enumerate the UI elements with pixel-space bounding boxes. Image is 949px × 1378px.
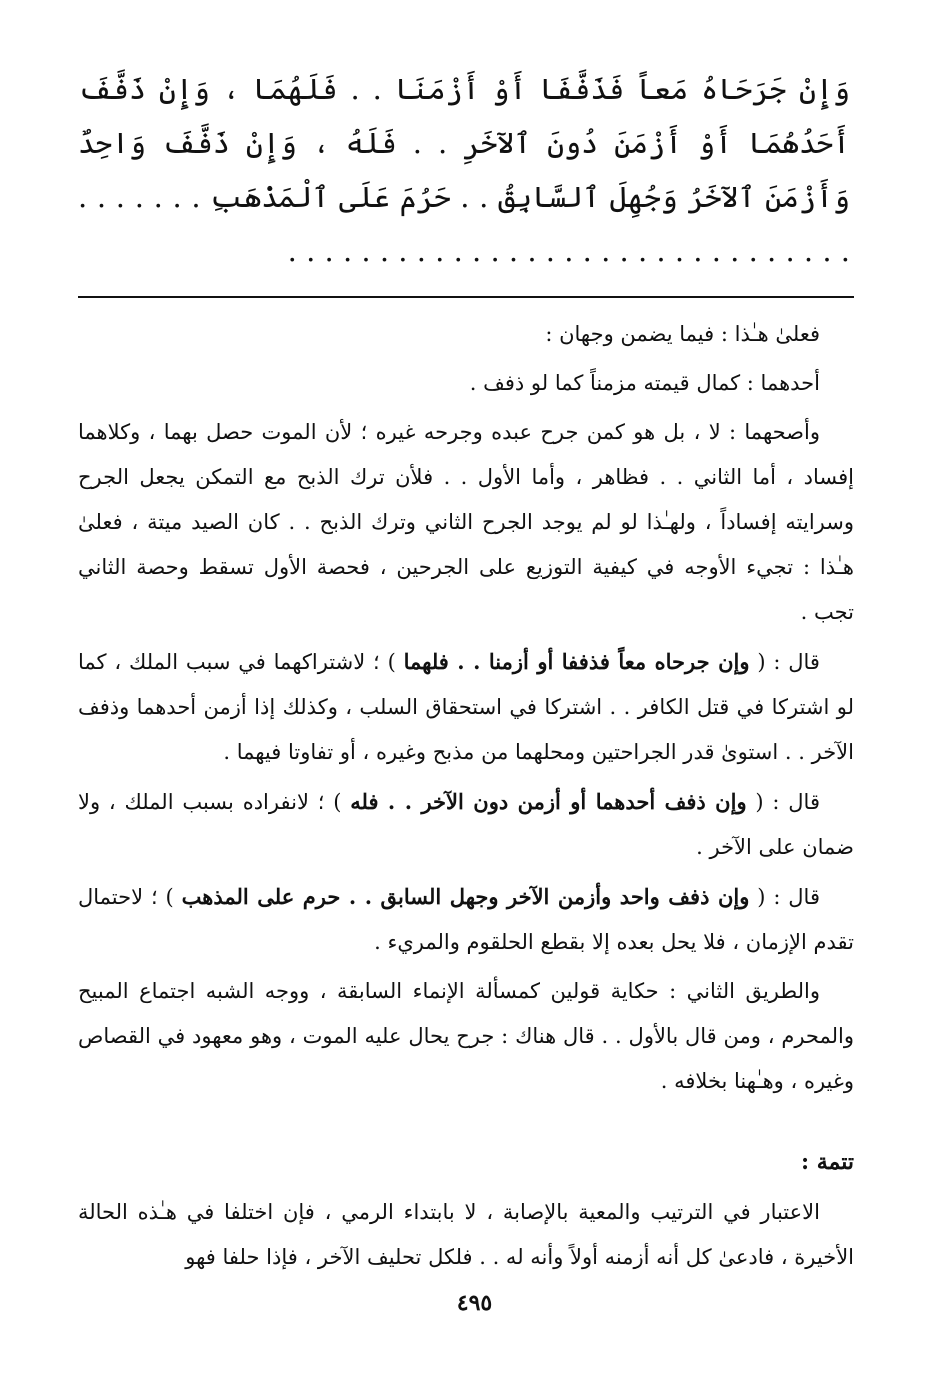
- commentary-paragraph-4: [78, 639, 854, 775]
- commentary: [78, 312, 854, 1280]
- quote-open: قال : (: [749, 885, 820, 909]
- tatimma-heading: تتمة :: [800, 1149, 854, 1175]
- quoted-matn: وإن ذفف واحد وأزمن الآخر وجهل السابق . . حرم على المذهب: [181, 884, 750, 909]
- commentary-paragraph-5: [78, 779, 854, 870]
- quote-open: قال : (: [746, 790, 820, 814]
- page-body: [78, 62, 854, 1284]
- tatimma-paragraph: الاعتبار في الترتيب والمعية بالإصابة ، لا بابتداء الرمي ، فإن اختلفا في هـٰذه الحالة الأخيرة ، فادعىٰ كل أنه أزمنه أولاً وأنه له . . فلكل تحليف الآخر ، فإذا حلفا فهو: [78, 1200, 854, 1269]
- commentary-paragraph-2: أحدهما : كمال قيمته مزمناً كما لو ذفف .: [469, 371, 820, 395]
- quote-open: قال : (: [749, 650, 820, 674]
- quoted-matn: وإن جرحاه معاً فذففا أو أزمنا . . فلهما: [403, 649, 750, 674]
- quote-rest: ) ؛ لانفراده بسبب الملك ، ولا ضمان على الآخر .: [78, 790, 854, 859]
- quoted-matn: وإن ذفف أحدهما أو أزمن دون الآخر . . فله: [350, 789, 747, 814]
- quote-rest: ) ؛ لاحتمال تقدم الإزمان ، فلا يحل بعده إلا بقطع الحلقوم والمريء .: [78, 885, 854, 954]
- separator-rule: [78, 296, 854, 298]
- page-number: ٤٩٥: [456, 1290, 493, 1316]
- commentary-paragraph-3: وأصحهما : لا ، بل هو كمن جرح عبده وجرحه غيره ؛ لأن الموت حصل بهما ، وكلاهما إفساد ، أما الثاني . . فظاهر ، وأما الأول . . فلأن ترك الذبح مع التمكن يجعل الجرح وسرايته إفساداً ، ولهـٰذا لو لم يوجد الجرح الثاني وترك الذبح . . كان الصيد ميتة ، فعلىٰ هـٰذا : تجيء الأوجه في كيفية التوزيع على الجرحين ، فحصة الأول تسقط وحصة الثاني تجب .: [78, 420, 855, 624]
- commentary-paragraph-7: والطريق الثاني : حكاية قولين كمسألة الإنماء السابقة ، ووجه الشبه اجتماع المبيح والمحرم ، ومن قال بالأول . . قال هناك : جرح يحال عليه الموت ، وهو معهود في القصاص وغيره ، وهـٰهنا بخلافه .: [78, 979, 854, 1093]
- matn-text: وَإِنْ جَرَحَاهُ مَعاً فَذَفَّفَا أَوْ أَزْمَنَا . . فَلَهُمَا ، وَإِنْ ذَفَّفَ أَحَدُهُمَا أَوْ أَزْمَنَ دُونَ ٱلآخَرِ . . فَلَهُ ، وَإِنْ ذَفَّفَ وَاحِدٌ وَأَزْمَنَ ٱلآخَرُ وَجُهِلَ ٱلسَّابِقُ . . حَرُمَ عَلَى ٱلْمَذْهَبِ . . . . . . . . . . . . . . . . . . . . . . . . . . . . . . . . . . . . . .: [78, 72, 850, 268]
- commentary-paragraph-6: [78, 874, 854, 965]
- commentary-paragraph-1: فعلىٰ هـٰذا : فيما يضمن وجهان :: [545, 322, 820, 346]
- quote-rest: ) ؛ لاشتراكهما في سبب الملك ، كما لو اشتركا في قتل الكافر . . اشتركا في استحقاق السلب ، وكذلك إذا أزمن أحدهما وذفف الآخر . . استوىٰ قدر الجراحتين ومحلهما من مذبح وغيره ، أو تفاوتا فيهما .: [78, 650, 854, 764]
